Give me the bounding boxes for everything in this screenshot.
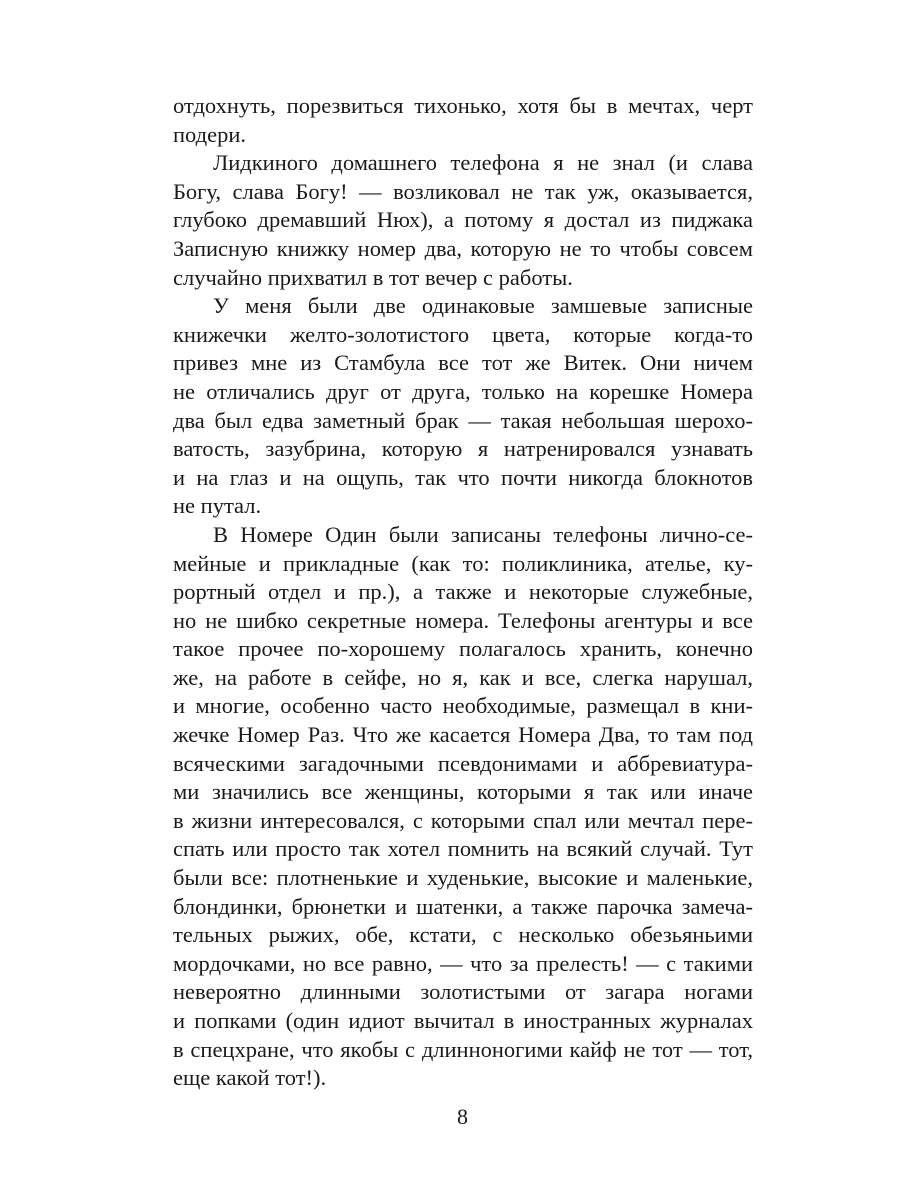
text-line: и многие, особенно часто необходимые, размещал в кни- xyxy=(173,693,753,719)
text-line: же, на работе в сейфе, но я, как и все, слегка нарушал, xyxy=(173,664,753,690)
paragraph xyxy=(173,92,753,149)
text-line: в спецхране, что якобы с длинноногими кайф не тот — тот, xyxy=(173,1036,753,1062)
text-line: подери. xyxy=(173,121,246,147)
text-line: блондинки, брюнетки и шатенки, а также парочка замеча- xyxy=(173,893,753,919)
text-line: ватость, зазубрина, которую я натренировался узнавать xyxy=(173,436,753,462)
text-line: не отличались друг от друга, только на корешке Номера xyxy=(173,378,753,404)
body-text xyxy=(173,92,753,1093)
text-line: У меня были две одинаковые замшевые записные xyxy=(213,293,753,319)
text-line: не путал. xyxy=(173,493,262,519)
text-line: были все: плотненькие и худенькие, высокие и маленькие, xyxy=(173,865,753,891)
text-line: книжечки желто-золотистого цвета, которые когда-то xyxy=(173,321,753,347)
text-line: тельных рыжих, обе, кстати, с несколько обезьяньими xyxy=(173,922,753,948)
page-number: 8 xyxy=(457,1104,468,1129)
text-line: такое прочее по-хорошему полагалось хранить, конечно xyxy=(173,636,753,662)
paragraph xyxy=(173,521,753,1093)
text-line: мордочками, но все равно, — что за прелесть! — с такими xyxy=(173,950,753,976)
text-line: всяческими загадочными псевдонимами и аббревиатура- xyxy=(173,750,753,776)
text-line: и попками (один идиот вычитал в иностранных журналах xyxy=(173,1008,753,1033)
text-line: но не шибко секретные номера. Телефоны агентуры и все xyxy=(173,607,753,633)
text-line: два был едва заметный брак — такая небольшая шерохо- xyxy=(173,407,753,433)
text-line: отдохнуть, порезвиться тихонько, хотя бы в мечтах, черт xyxy=(173,93,753,118)
paragraph xyxy=(173,292,753,521)
text-line: привез мне из Стамбула все тот же Витек. Они ничем xyxy=(173,350,753,376)
text-line: еще какой тот!). xyxy=(173,1065,327,1091)
text-line: рортный отдел и пр.), а также и некоторые служебные, xyxy=(173,579,753,605)
text-line: в жизни интересовался, с которыми спал или мечтал пере- xyxy=(173,807,753,833)
text-line: ми значились все женщины, которыми я так или иначе xyxy=(173,779,753,805)
paragraph xyxy=(173,149,753,292)
text-line: мейные и прикладные (как то: поликлиника, ателье, ку- xyxy=(173,550,753,576)
text-line: случайно прихватил в тот вечер с работы. xyxy=(173,264,573,290)
text-line: Богу, слава Богу! — возликовал не так уж, оказывается, xyxy=(173,178,753,204)
text-line: жечке Номер Раз. Что же касается Номера Два, то там под xyxy=(173,722,753,748)
text-line: В Номере Один были записаны телефоны лично-се- xyxy=(213,521,753,547)
text-line: спать или просто так хотел помнить на всякий случай. Тут xyxy=(173,836,753,862)
text-line: глубоко дремавший Нюх), а потому я достал из пиджака xyxy=(173,207,753,233)
text-line: Записную книжку номер два, которую не то чтобы совсем xyxy=(173,235,753,261)
text-line: невероятно длинными золотистыми от загара ногами xyxy=(173,979,753,1005)
text-line: и на глаз и на ощупь, так что почти никогда блокнотов xyxy=(173,464,753,490)
text-line: Лидкиного домашнего телефона я не знал (и слава xyxy=(213,150,753,176)
